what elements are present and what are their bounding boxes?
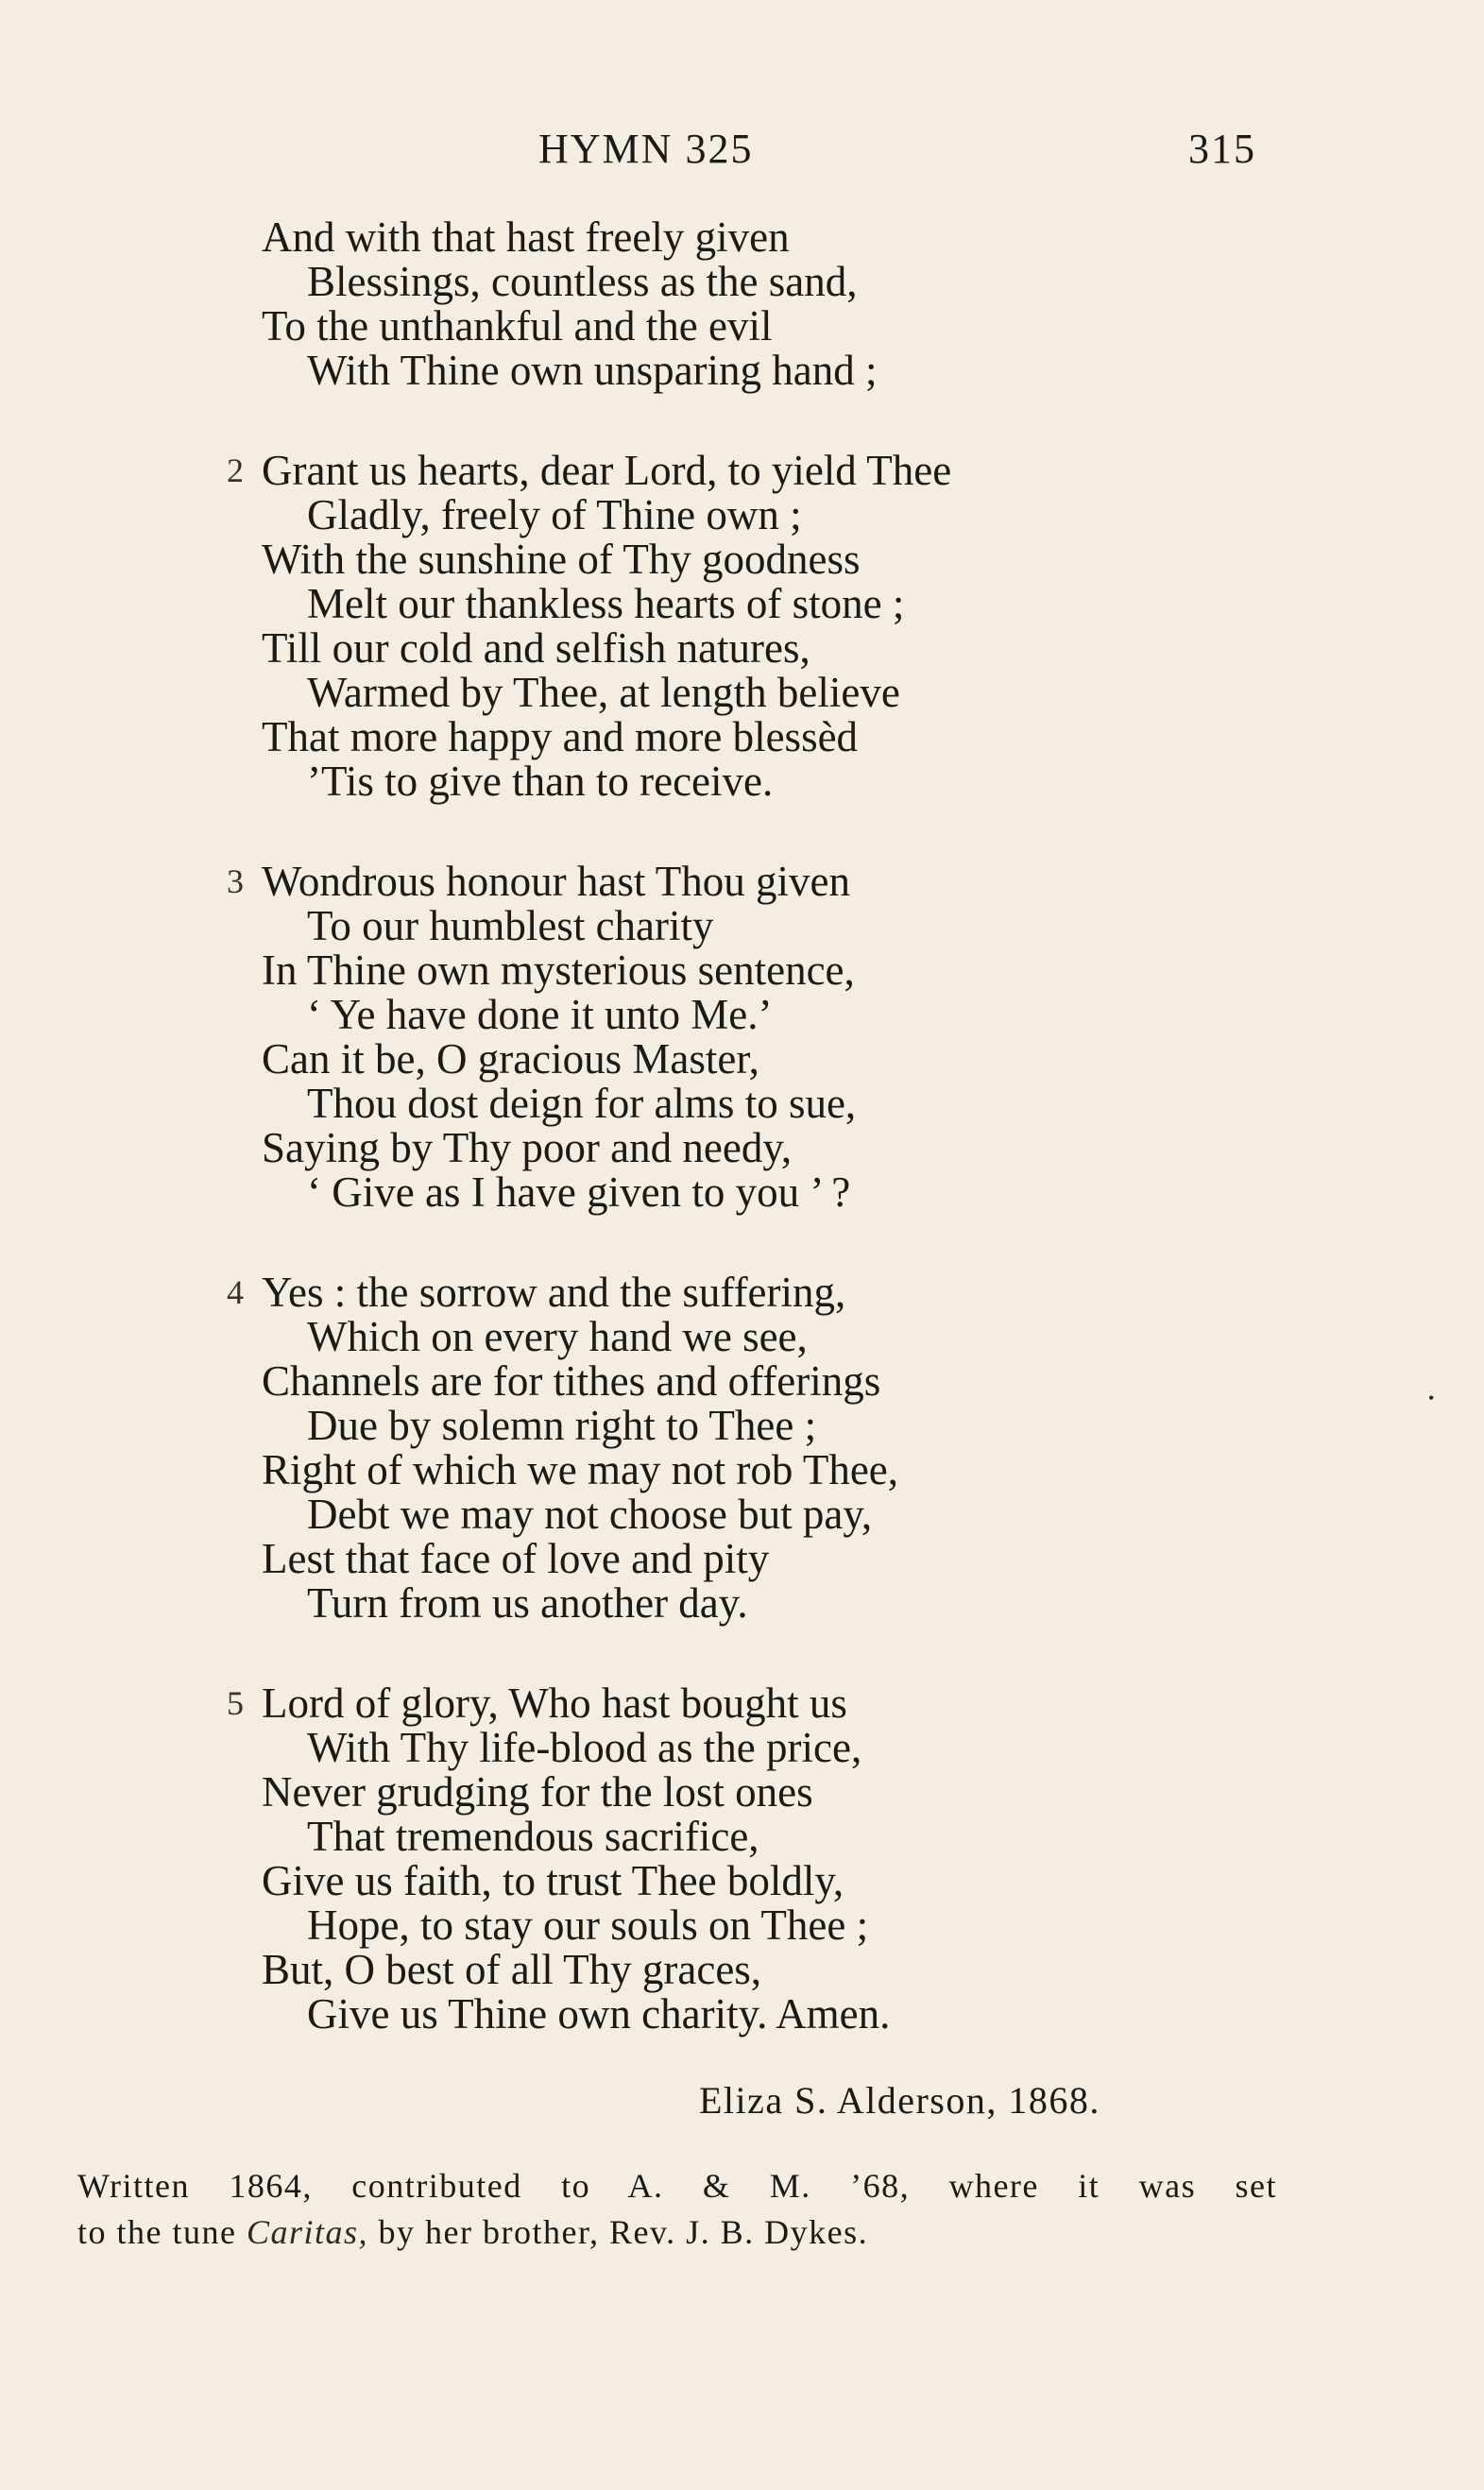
stanza-line: To the unthankful and the evil [262, 302, 773, 350]
stanza-line: And with that hast freely given [262, 213, 790, 261]
tune-name: Caritas, [246, 2213, 369, 2251]
running-head [0, 125, 1484, 181]
stanza-line: Give us faith, to trust Thee boldly, [262, 1857, 844, 1904]
stanza-line: Melt our thankless hearts of stone ; [307, 580, 905, 627]
stanza-line: Give us Thine own charity. Amen. [307, 1990, 891, 2038]
stanza-line: Yes : the sorrow and the suffering, [262, 1269, 846, 1316]
stanza-line: Debt we may not choose but pay, [307, 1491, 873, 1538]
stanza-line: Warmed by Thee, at length believe [307, 669, 900, 716]
stanza-line: ‘ Ye have done it unto Me.’ [307, 991, 773, 1038]
note-line-1: Written 1864, contributed to A. & M. ’68, where it was set [77, 2167, 1277, 2205]
hymn-text [227, 215, 1285, 2092]
stanza-line: With Thine own unsparing hand ; [307, 347, 878, 394]
stanza-line: Wondrous honour hast Thou given [262, 858, 850, 905]
stanza-line: Till our cold and selfish natures, [262, 624, 810, 672]
stanza-line: Grant us hearts, dear Lord, to yield Thee [262, 447, 952, 494]
page-number: 315 [1188, 126, 1256, 172]
stanza-number: 5 [227, 1684, 244, 1722]
stanza-line: With the sunshine of Thy goodness [262, 536, 861, 583]
stanza-2 [227, 449, 1285, 804]
stanza-line: Lest that face of love and pity [262, 1535, 770, 1582]
stanza-line: Blessings, countless as the sand, [307, 258, 858, 305]
stanza-line: Hope, to stay our souls on Thee ; [307, 1902, 869, 1949]
stanza-line: That more happy and more blessèd [262, 713, 859, 760]
stanza-number: 3 [227, 862, 244, 900]
stanza-5 [227, 1681, 1285, 2037]
stanza-line: Gladly, freely of Thine own ; [307, 491, 802, 538]
stanza-line: Right of which we may not rob Thee, [262, 1446, 899, 1493]
author-credit: Eliza S. Alderson, 1868. [699, 2079, 1100, 2122]
stanza-line: Channels are for tithes and offerings [262, 1357, 881, 1405]
stanza-line: Due by solemn right to Thee ; [307, 1402, 817, 1449]
stanza-line: That tremendous sacrifice, [307, 1813, 759, 1860]
stanza-line: Lord of glory, Who hast bought us [262, 1680, 847, 1727]
hymn-title: HYMN 325 [538, 126, 754, 172]
stanza-1 [227, 215, 1285, 393]
stanza-line: To our humblest charity [307, 902, 714, 949]
stanza-3 [227, 860, 1285, 1215]
stanza-number: 4 [227, 1273, 244, 1311]
stanza-4 [227, 1271, 1285, 1626]
stanza-line: ’Tis to give than to receive. [307, 758, 774, 805]
stanza-line: In Thine own mysterious sentence, [262, 947, 855, 994]
stanza-line: ‘ Give as I have given to you ’ ? [307, 1168, 851, 1216]
note-text: to the tune [77, 2213, 247, 2251]
stanza-line: Turn from us another day. [307, 1579, 748, 1627]
stanza-line: Never grudging for the lost ones [262, 1768, 813, 1816]
historical-note [77, 2163, 1277, 2256]
stanza-line: Thou dost deign for alms to sue, [307, 1080, 857, 1127]
margin-dot-icon: • [1428, 1389, 1435, 1407]
stanza-number: 2 [227, 452, 244, 489]
stanza-line: Which on every hand we see, [307, 1313, 808, 1360]
stanza-line: Can it be, O gracious Master, [262, 1035, 759, 1083]
note-line-2 [77, 2209, 1277, 2256]
note-text: by her brother, Rev. J. B. Dykes. [368, 2213, 869, 2251]
stanza-line: But, O best of all Thy graces, [262, 1946, 762, 1993]
stanza-line: With Thy life-blood as the price, [307, 1724, 862, 1771]
stanza-line: Saying by Thy poor and needy, [262, 1124, 793, 1171]
